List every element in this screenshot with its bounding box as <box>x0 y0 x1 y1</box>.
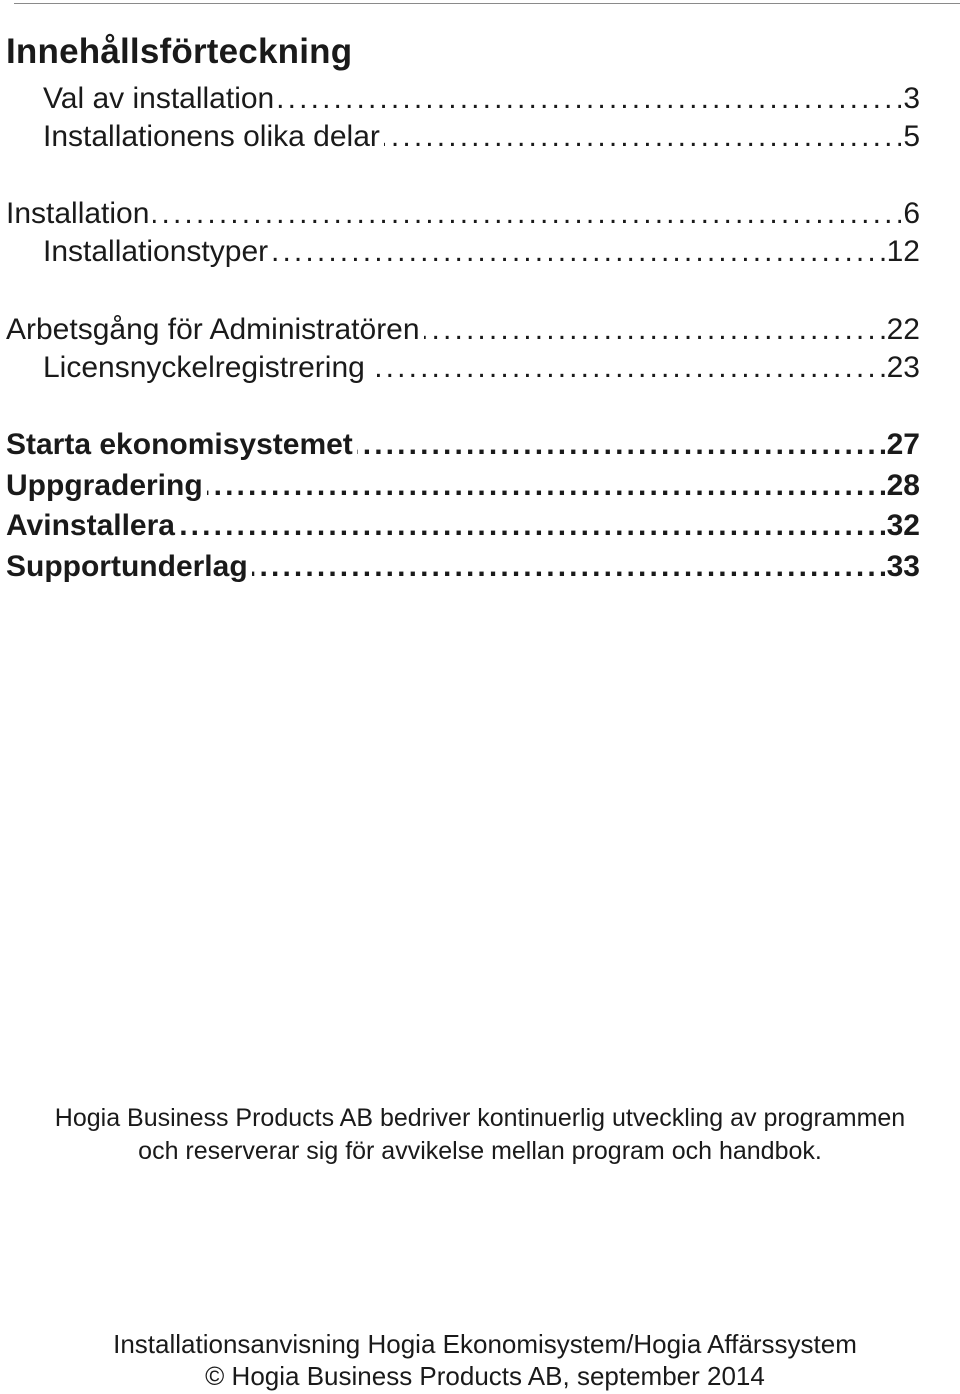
disclaimer-line: och reserverar sig för avvikelse mellan program och handbok. <box>138 1137 822 1165</box>
toc-leader-dots <box>357 427 885 463</box>
toc-entry-val-av-installation[interactable] <box>43 81 920 117</box>
toc-leader-dots <box>272 234 885 270</box>
toc-entry-label: Installationstyper <box>43 235 269 268</box>
disclaimer-line: Hogia Business Products AB bedriver kontinuerlig utveckling av programmen <box>54 1104 906 1132</box>
footer-title: Installationsanvisning Hogia Ekonomisystem/Hogia Affärssystem <box>113 1329 857 1359</box>
toc-entry-page: 33 <box>886 550 920 583</box>
top-rule <box>14 3 960 4</box>
toc-entry-page: 28 <box>886 469 920 502</box>
toc-entry-page: 3 <box>903 82 920 115</box>
toc-entry-installationens-olika-delar[interactable] <box>43 119 920 155</box>
toc-leader-dots <box>207 468 885 504</box>
toc-entry-arbetsgang-for-administratoren[interactable] <box>6 312 920 348</box>
toc-entry-starta-ekonomisystemet[interactable] <box>6 427 920 463</box>
toc-leader-dots <box>278 81 901 117</box>
toc-entry-label: Uppgradering <box>6 469 203 502</box>
toc-heading: Innehållsförteckning <box>6 32 353 71</box>
toc-entry-installation[interactable] <box>6 196 920 232</box>
page-footer <box>0 1328 960 1392</box>
toc-entry-page: 32 <box>886 509 920 542</box>
toc-entry-page: 22 <box>886 313 920 346</box>
toc-leader-dots <box>424 312 885 348</box>
toc-leader-dots <box>153 196 901 232</box>
toc-entry-page: 23 <box>886 351 920 384</box>
toc-entry-page: 5 <box>903 120 920 153</box>
toc-entry-label: Installation <box>6 197 150 230</box>
toc-entry-label: Starta ekonomisystemet <box>6 428 353 461</box>
toc-entry-label: Arbetsgång för Administratören <box>6 313 420 346</box>
toc-entry-label: Val av installation <box>43 82 275 115</box>
toc-entry-avinstallera[interactable] <box>6 508 920 544</box>
toc-entry-page: 12 <box>886 235 920 268</box>
toc-leader-dots <box>179 508 885 544</box>
toc-entry-supportunderlag[interactable] <box>6 549 920 585</box>
toc-leader-dots <box>369 350 885 386</box>
disclaimer-notice <box>0 1102 960 1168</box>
toc-entry-installationstyper[interactable] <box>43 234 920 270</box>
toc-entry-label: Installationens olika delar <box>43 120 380 153</box>
footer-copyright: © Hogia Business Products AB, september 2014 <box>205 1361 765 1391</box>
toc-entry-uppgradering[interactable] <box>6 468 920 504</box>
toc-leader-dots <box>384 119 901 155</box>
toc-entry-licensnyckelregistrering[interactable] <box>43 350 920 386</box>
toc-leader-dots <box>252 549 885 585</box>
toc-entry-label: Avinstallera <box>6 509 175 542</box>
toc-entry-page: 6 <box>903 197 920 230</box>
toc-entry-page: 27 <box>886 428 920 461</box>
toc-entry-label: Supportunderlag <box>6 550 248 583</box>
toc-entry-label: Licensnyckelregistrering <box>43 351 365 384</box>
